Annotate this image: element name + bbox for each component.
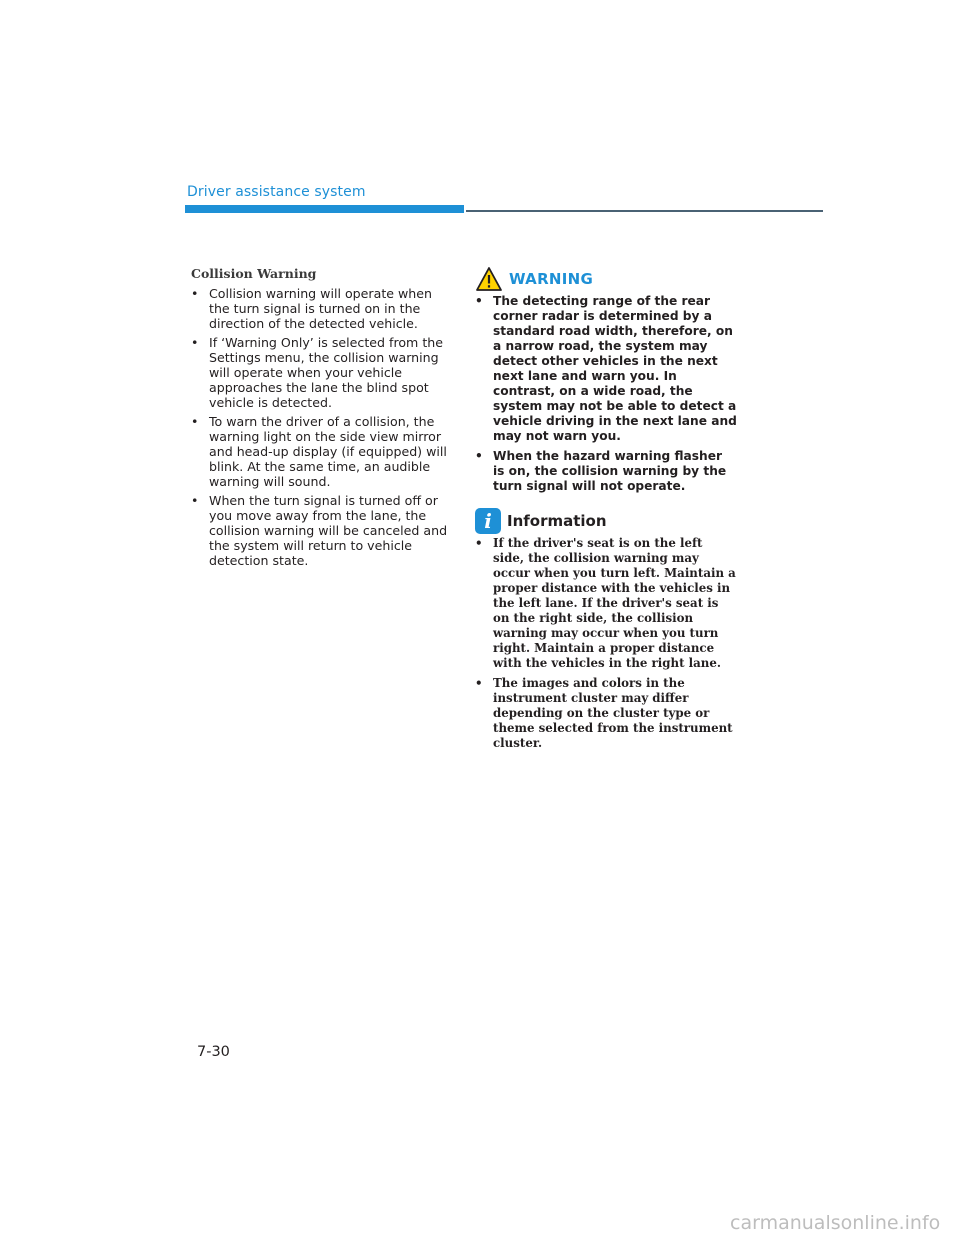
- watermark: carmanualsonline.info: [730, 1212, 941, 1234]
- header-rule: [466, 210, 823, 212]
- list-item: • If ‘Warning Only’ is selected from the Settings menu, the collision warning will operate when your vehicle approaches the lane the blind spot vehicle is detected.: [191, 336, 453, 410]
- warning-header: [475, 266, 737, 292]
- information-list: [475, 536, 737, 751]
- right-column: [475, 266, 737, 756]
- collision-warning-heading: Collision Warning: [191, 266, 317, 281]
- information-header: [475, 508, 737, 534]
- section-title: Driver assistance system: [187, 184, 366, 200]
- list-item: • The detecting range of the rear corner radar is determined by a standard road width, therefore, on a narrow road, the system may detect other vehicles in the next next lane and warn you. In contrast, on a wide road, the system may not be able to detect a vehicle driving in the next lane and may not warn you.: [475, 294, 737, 444]
- warning-list: [475, 294, 737, 494]
- header-accent-bar: [185, 205, 464, 213]
- collision-warning-list: [191, 287, 453, 568]
- information-title: Information: [507, 512, 607, 530]
- left-column: [191, 266, 453, 573]
- warning-title: WARNING: [509, 270, 594, 288]
- list-item: • The images and colors in the instrument cluster may differ depending on the cluster type or theme selected from the instrument cluster.: [475, 676, 737, 751]
- list-item: • To warn the driver of a collision, the warning light on the side view mirror and head-up display (if equipped) will blink. At the same time, an audible warning will sound.: [191, 415, 453, 489]
- list-item: • When the turn signal is turned off or you move away from the lane, the collision warning will be canceled and the system will return to vehicle detection state.: [191, 494, 453, 568]
- page-number: 7-30: [197, 1044, 230, 1060]
- warning-triangle-icon: [475, 266, 503, 292]
- list-item: • If the driver's seat is on the left side, the collision warning may occur when you turn left. Maintain a proper distance with the vehicles in the left lane. If the driver's seat is on the right side, the collision warning may occur when you turn right. Maintain a proper distance with the vehicles in the right lane.: [475, 536, 737, 671]
- list-item: • Collision warning will operate when the turn signal is turned on in the direction of the detected vehicle.: [191, 287, 453, 331]
- info-icon: i: [475, 508, 501, 534]
- list-item: • When the hazard warning flasher is on, the collision warning by the turn signal will not operate.: [475, 449, 737, 494]
